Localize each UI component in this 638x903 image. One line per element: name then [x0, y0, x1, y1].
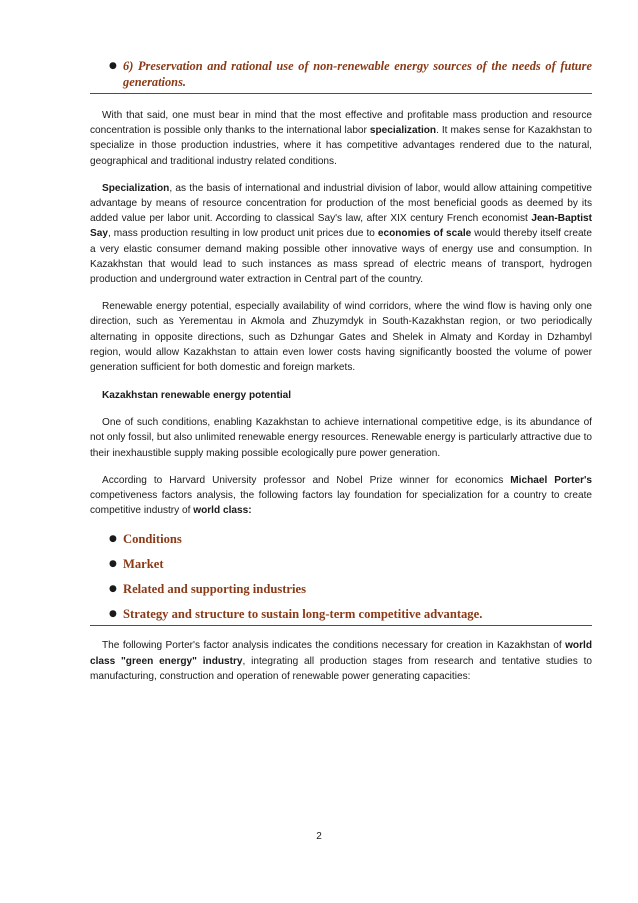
- bullet-icon: ●: [109, 609, 117, 620]
- heading-item-6: [90, 58, 592, 94]
- factor-item-related-industries: ● Related and supporting industries: [109, 582, 306, 597]
- paragraph-factor-analysis: The following Porter's factor analysis indicates the conditions necessary for creation in Kazakhstan of world class "green energy" industry, integrating all production stages from research and tentative studies to manufacturing, construction and operation of renewable power generating capacities:: [90, 640, 592, 682]
- paragraph-wind-corridors: Renewable energy potential, especially availability of wind corridors, where the wind flow is having only one direction, such as Yerementau in Akmola and Zhuzymdyk in South-Kazakhstan region, or two periodically alternating in opposite directions, such as Dzhungar Gates and Shelek in Almaty and Korday in Dzhambyl region, would allow Kazakhstan to attain even lower costs having significantly boosted the volume of power generation sufficient for both domestic and foreign markets.: [90, 301, 592, 374]
- bullet-icon: ●: [109, 584, 117, 595]
- heading-text: 6) Preservation and rational use of non-renewable energy sources of the needs of future generations.: [123, 59, 592, 89]
- factor-list: [90, 531, 592, 626]
- bullet-icon: ●: [109, 534, 117, 545]
- factor-item-strategy: ● Strategy and structure to sustain long-term competitive advantage.: [90, 606, 592, 626]
- bullet-icon: ●: [109, 61, 117, 71]
- paragraph-conditions: One of such conditions, enabling Kazakhstan to achieve international competitive edge, is its abundance of not only fossil, but also unlimited renewable energy resources. Renewable energy is particularly attractive due to their inexhaustible supply making possible ecologically pure power generation.: [90, 417, 592, 459]
- paragraph-porter: According to Harvard University professor and Nobel Prize winner for economics Michael Porter's competiveness factors analysis, the following factors lay foundation for specialization for a country to create competitive industry of world class:: [90, 474, 593, 517]
- paragraph-specialization: Specialization, as the basis of international and industrial division of labor, would allow attaining competitive advantage by means of resource concentration for production of the most beneficial goods as deemed by its added value per labor unit. According to classical Say's law, after XIX century French economist Jean-Baptist Say, mass production resulting in low product unit prices due to economies of scale would thereby itself create a very elastic consumer demand making possible other innovative ways of energy use and consumption. In Kazakhstan that would lead to such instances as mass spread of electric means of transport, hydrogen production and underground water extraction in Central part of the country.: [90, 182, 592, 286]
- factor-item-market: ● Market: [109, 557, 164, 572]
- page-number: 2: [316, 831, 322, 842]
- section-subheading: Kazakhstan renewable energy potential: [102, 390, 292, 402]
- bullet-icon: ●: [109, 559, 117, 570]
- paragraph-specialization-intro: With that said, one must bear in mind that the most effective and profitable mass production and resource concentration is possible only thanks to the international labor specialization. It makes sense for Kazakhstan to specialize in those production industries, where it has competitive advantages rendered due to the natural, geographical and traditional industry related conditions.: [90, 110, 592, 167]
- document-page: [90, 58, 592, 684]
- factor-item-conditions: ● Conditions: [109, 532, 182, 547]
